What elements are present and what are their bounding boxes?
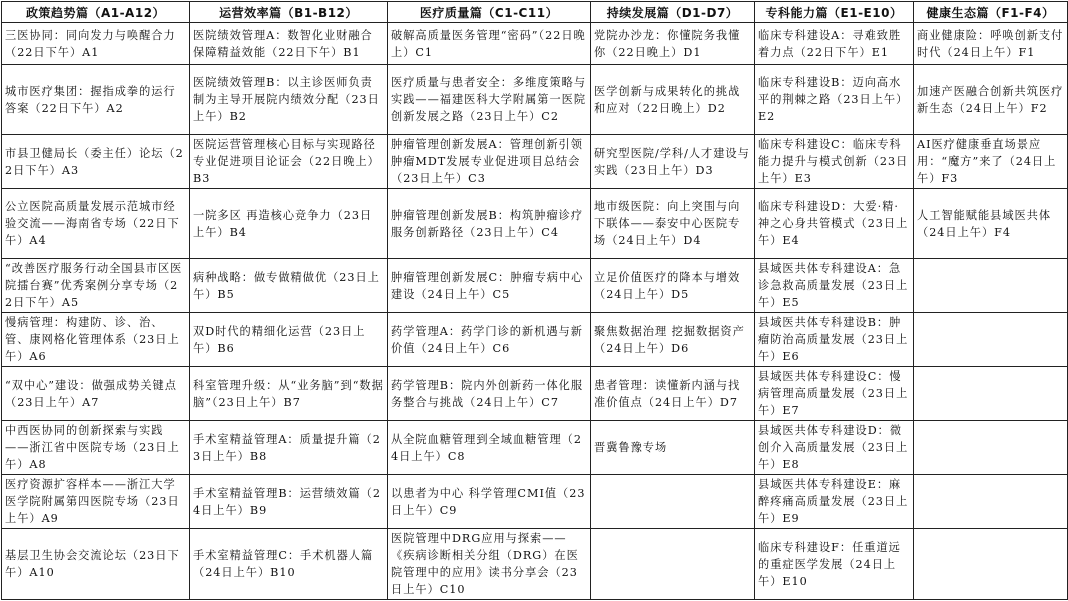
session-cell-operational-efficiency: 医院绩效管理B：以主诊医师负责制为主导开展院内绩效分配（23日上午）B2: [190, 65, 388, 135]
session-cell-medical-quality: 医院管理中DRG应用与探索——《疾病诊断相关分组（DRG）在医院管理中的应用》读书分享会（23日上午）C10: [388, 529, 591, 600]
column-header-sustainable-development: 持续发展篇（D1-D7）: [591, 2, 755, 23]
session-cell-policy-trends: 中西医协同的创新探索与实践——浙江省中医院专场（23日上午）A8: [2, 421, 190, 475]
session-cell-medical-quality: 药学管理B：院内外创新药一体化服务整合与挑战（24日上午）C7: [388, 367, 591, 421]
session-cell-specialty-capability: 临床专科建设D：大爱·精·神之心身共管模式（23日上午）E4: [755, 189, 914, 259]
session-cell-operational-efficiency: 双D时代的精细化运营（23日上午）B6: [190, 313, 388, 367]
session-cell-medical-quality: 肿瘤管理创新发展C：肿瘤专病中心建设（24日上午）C5: [388, 259, 591, 313]
session-cell-policy-trends: 基层卫生协会交流论坛（23日下午）A10: [2, 529, 190, 600]
table-row: [2, 313, 1068, 367]
session-cell-health-ecosystem: [914, 313, 1068, 367]
session-cell-operational-efficiency: 科室管理升级：从“业务脑”到“数据脑”（23日上午）B7: [190, 367, 388, 421]
session-cell-medical-quality: 肿瘤管理创新发展B：构筑肿瘤诊疗服务创新路径（23日上午）C4: [388, 189, 591, 259]
header-row: [2, 2, 1068, 23]
table-row: [2, 529, 1068, 600]
column-header-policy-trends: 政策趋势篇（A1-A12）: [2, 2, 190, 23]
session-cell-policy-trends: 医疗资源扩容样本——浙江大学医学院附属第四医院专场（23日上午）A9: [2, 475, 190, 529]
session-cell-health-ecosystem: [914, 259, 1068, 313]
session-cell-health-ecosystem: [914, 367, 1068, 421]
session-cell-operational-efficiency: 手术室精益管理C：手术机器人篇（24日上午）B10: [190, 529, 388, 600]
session-cell-sustainable-development: 地市级医院：向上突围与向下联体——泰安中心医院专场（24日上午）D4: [591, 189, 755, 259]
session-cell-operational-efficiency: 手术室精益管理B：运营绩效篇（24日上午）B9: [190, 475, 388, 529]
session-cell-policy-trends: “双中心”建设：做强成势关键点（23日上午）A7: [2, 367, 190, 421]
table-row: [2, 65, 1068, 135]
session-cell-sustainable-development: 党院办沙龙：你懂院务我懂你（22日晚上）D1: [591, 23, 755, 65]
column-header-operational-efficiency: 运营效率篇（B1-B12）: [190, 2, 388, 23]
session-cell-medical-quality: 从全院血糖管理到全域血糖管理（24日上午）C8: [388, 421, 591, 475]
session-cell-operational-efficiency: 医院绩效管理A：数智化业财融合保障精益效能（22日下午）B1: [190, 23, 388, 65]
session-cell-medical-quality: 以患者为中心 科学管理CMI值（23日上午）C9: [388, 475, 591, 529]
column-header-health-ecosystem: 健康生态篇（F1-F4）: [914, 2, 1068, 23]
session-cell-policy-trends: 慢病管理：构建防、诊、治、管、康网格化管理体系（23日上午）A6: [2, 313, 190, 367]
session-cell-sustainable-development: 患者管理：读懂新内涵与找准价值点（24日上午）D7: [591, 367, 755, 421]
session-cell-specialty-capability: 临床专科建设B：迈向高水平的荆棘之路（23日上午）E2: [755, 65, 914, 135]
session-cell-sustainable-development: 聚焦数据治理 挖掘数据资产（24日上午）D6: [591, 313, 755, 367]
session-cell-specialty-capability: 临床专科建设A：寻难致胜着力点（22日下午）E1: [755, 23, 914, 65]
session-cell-specialty-capability: 县域医共体专科建设D：微创介入高质量发展（23日上午）E8: [755, 421, 914, 475]
session-cell-specialty-capability: 县域医共体专科建设A：急诊急救高质量发展（23日上午）E5: [755, 259, 914, 313]
session-cell-health-ecosystem: 商业健康险：呼唤创新支付时代（24日上午）F1: [914, 23, 1068, 65]
session-cell-sustainable-development: 立足价值医疗的降本与增效（24日上午）D5: [591, 259, 755, 313]
table-row: [2, 421, 1068, 475]
session-cell-health-ecosystem: 加速产医融合创新共筑医疗新生态（24日上午）F2: [914, 65, 1068, 135]
session-cell-health-ecosystem: [914, 421, 1068, 475]
session-cell-sustainable-development: [591, 529, 755, 600]
table-row: [2, 23, 1068, 65]
session-cell-health-ecosystem: [914, 475, 1068, 529]
session-cell-sustainable-development: 晋冀鲁豫专场: [591, 421, 755, 475]
table-row: [2, 189, 1068, 259]
session-cell-operational-efficiency: 病种战略：做专做精做优（23日上午）B5: [190, 259, 388, 313]
table-row: [2, 367, 1068, 421]
column-header-specialty-capability: 专科能力篇（E1-E10）: [755, 2, 914, 23]
session-cell-policy-trends: 三医协同：同向发力与唤醒合力（22日下午）A1: [2, 23, 190, 65]
session-cell-sustainable-development: 研究型医院/学科/人才建设与实践（23日上午）D3: [591, 135, 755, 189]
table-row: [2, 259, 1068, 313]
session-schedule-table: [1, 1, 1068, 600]
session-cell-sustainable-development: 医学创新与成果转化的挑战和应对（22日晚上）D2: [591, 65, 755, 135]
table-row: [2, 135, 1068, 189]
session-cell-operational-efficiency: 一院多区 再造核心竞争力（23日上午）B4: [190, 189, 388, 259]
session-cell-sustainable-development: [591, 475, 755, 529]
session-cell-specialty-capability: 县域医共体专科建设B：肿瘤防治高质量发展（23日上午）E6: [755, 313, 914, 367]
session-cell-medical-quality: 肿瘤管理创新发展A：管理创新引领肿瘤MDT发展专业促进项目总结会（23日上午）C3: [388, 135, 591, 189]
session-cell-operational-efficiency: 手术室精益管理A：质量提升篇（23日上午）B8: [190, 421, 388, 475]
session-cell-specialty-capability: 临床专科建设C：临床专科能力提升与模式创新（23日上午）E3: [755, 135, 914, 189]
session-cell-specialty-capability: 临床专科建设F：任重道远的重症医学发展（24日上午）E10: [755, 529, 914, 600]
session-cell-policy-trends: 公立医院高质量发展示范城市经验交流——海南省专场（22日下午）A4: [2, 189, 190, 259]
column-header-medical-quality: 医疗质量篇（C1-C11）: [388, 2, 591, 23]
session-cell-medical-quality: 药学管理A：药学门诊的新机遇与新价值（24日上午）C6: [388, 313, 591, 367]
session-cell-operational-efficiency: 医院运营管理核心目标与实现路径专业促进项目论证会（22日晚上）B3: [190, 135, 388, 189]
session-cell-medical-quality: 医疗质量与患者安全：多维度策略与实践——福建医科大学附属第一医院创新发展之路（23日上午）C2: [388, 65, 591, 135]
table-row: [2, 475, 1068, 529]
session-cell-health-ecosystem: [914, 529, 1068, 600]
session-cell-health-ecosystem: AI医疗健康垂直场景应用：“魔方”来了（24日上午）F3: [914, 135, 1068, 189]
session-cell-medical-quality: 破解高质量医务管理“密码”（22日晚上）C1: [388, 23, 591, 65]
session-cell-specialty-capability: 县域医共体专科建设E：麻醉疼痛高质量发展（23日上午）E9: [755, 475, 914, 529]
session-cell-policy-trends: “改善医疗服务行动全国县市区医院擂台赛”优秀案例分享专场（22日下午）A5: [2, 259, 190, 313]
session-cell-specialty-capability: 县域医共体专科建设C：慢病管理高质量发展（23日上午）E7: [755, 367, 914, 421]
session-cell-health-ecosystem: 人工智能赋能县域医共体（24日上午）F4: [914, 189, 1068, 259]
session-cell-policy-trends: 城市医疗集团：握指成拳的运行答案（22日下午）A2: [2, 65, 190, 135]
session-cell-policy-trends: 市县卫健局长（委主任）论坛（22日下午）A3: [2, 135, 190, 189]
